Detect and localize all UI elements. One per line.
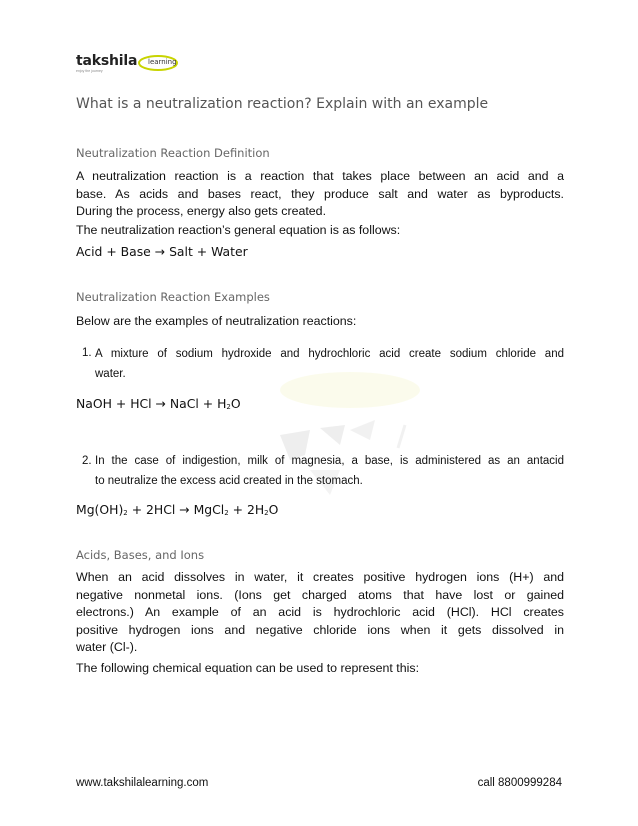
list-item-number: 2. xyxy=(82,455,92,467)
ions-equation-intro: The following chemical equation can be used to represent this: xyxy=(76,661,420,675)
list-item-line: water. xyxy=(95,367,126,380)
paragraph-line: base. As acids and bases react, they produce salt and water as byproducts. xyxy=(76,186,564,201)
paragraph-line: A neutralization reaction is a reaction that takes place between an acid and a xyxy=(76,169,564,183)
logo-brand-text: takshila xyxy=(76,53,138,69)
logo-sub-text: learning xyxy=(148,58,177,66)
brand-logo xyxy=(76,52,176,78)
equation-mgoh-hcl: $Mg(OH)_2 + 2HCl$ → MgCl$_2$ + $2H_2O$ xyxy=(76,502,279,517)
paragraph-line: positive hydrogen ions and negative chloride ions when it gets dissolved in xyxy=(76,622,564,637)
section-heading-ions: Acids, Bases, and Ions xyxy=(76,548,205,562)
ions-paragraph xyxy=(76,569,564,657)
list-item-line: A mixture of sodium hydroxide and hydrochloric acid create sodium chloride and xyxy=(95,348,564,360)
paragraph-line: When an acid dissolves in water, it creates positive hydrogen ions (H+) and xyxy=(76,570,564,584)
footer-phone: call 8800999284 xyxy=(477,777,562,789)
definition-paragraph xyxy=(76,168,564,221)
list-item-text xyxy=(95,345,564,384)
equation-intro: The neutralization reaction’s general equation is as follows: xyxy=(76,223,401,237)
paragraph-line: During the process, energy also gets created. xyxy=(76,204,327,219)
equation-naoh-hcl: NaOH + HCl → NaCl + $H_2O$ xyxy=(76,396,241,411)
examples-intro: Below are the examples of neutralization reactions: xyxy=(76,314,357,328)
page-title: What is a neutralization reaction? Explain with an example xyxy=(76,96,489,112)
logo-tagline: enjoy the journey xyxy=(76,69,103,73)
footer-website: www.takshilalearning.com xyxy=(76,777,209,789)
general-equation: Acid + Base → Salt + Water xyxy=(76,244,248,259)
paragraph-line: electrons.) An example of an acid is hydrochloric acid (HCl). HCl creates xyxy=(76,605,564,620)
section-heading-examples: Neutralization Reaction Examples xyxy=(76,290,270,304)
paragraph-line: negative nonmetal ions. (Ions get charged atoms that have lost or gained xyxy=(76,587,564,602)
list-item-line: In the case of indigestion, milk of magnesia, a base, is administered as an antacid xyxy=(95,455,564,467)
list-item-number: 1. xyxy=(82,347,92,359)
list-item-text xyxy=(95,452,564,491)
list-item-line: to neutralize the excess acid created in the stomach. xyxy=(95,474,363,487)
paragraph-line: water (Cl-). xyxy=(76,640,138,655)
section-heading-definition: Neutralization Reaction Definition xyxy=(76,146,270,160)
